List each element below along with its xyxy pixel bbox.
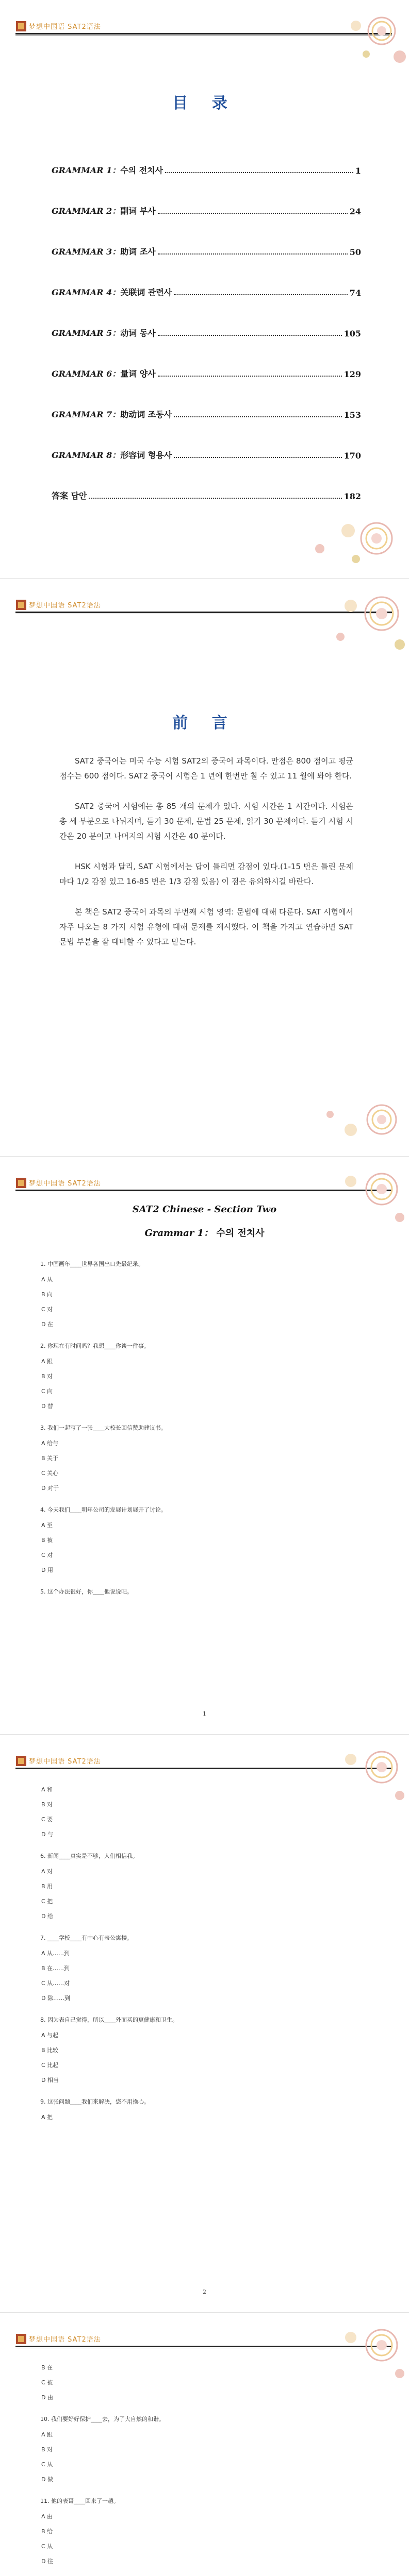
answer-option[interactable]: B 用	[41, 1883, 53, 1890]
page-number: 2	[203, 2289, 206, 2295]
answer-option[interactable]: A 从	[41, 1276, 53, 1283]
toc-grammar-label: GRAMMAR 4：	[52, 287, 121, 297]
toc-entry[interactable]	[52, 338, 361, 379]
toc-topic: 动词 동사	[120, 328, 156, 338]
toc-topic: 助动词 조동사	[120, 410, 172, 419]
answer-option[interactable]: C 从……对	[41, 1980, 70, 1987]
question-stem: 3. 我们一起写了一张____大校长回信赞助建议书。	[40, 1425, 167, 1431]
toc-grammar-label: GRAMMAR 3：	[52, 247, 121, 257]
answer-option[interactable]: C 关心	[41, 1470, 59, 1477]
answer-option[interactable]: B 在	[41, 2364, 53, 2371]
logo-icon	[15, 599, 27, 611]
question	[40, 1934, 329, 2002]
answer-option[interactable]: B 对	[41, 1801, 53, 1808]
answer-option[interactable]: A 跟	[41, 1358, 53, 1365]
answer-option[interactable]: D 相当	[41, 2077, 59, 2083]
answer-option[interactable]: D 除……到	[41, 1995, 70, 2002]
toc-topic: 形容词 형용사	[120, 450, 172, 460]
decorative-circles-icon	[309, 1094, 402, 1150]
answer-option[interactable]: D 由	[41, 2394, 53, 2401]
question	[40, 2415, 329, 2483]
toc-page-number: 182	[343, 492, 361, 501]
question	[40, 2015, 329, 2084]
question-stem: 9. 这张问题____我们来解决，您不用操心。	[40, 2098, 150, 2105]
grammar1-page-1	[0, 1156, 409, 1734]
toc-page-number: 105	[343, 329, 361, 338]
preface-paragraph: SAT2 중국어 시험에는 총 85 개의 문제가 있다. 시험 시간은 1 시간이다. 시험은 총 세 부분으로 나뉘지며, 듣기 30 문제, 문법 25 문제, 읽기 30 문제이다. 듣기 시험 시간은 20 분이고 나머지의 시험 시간은 40 분이다.	[59, 802, 353, 841]
question-stem: 1. 中国画年____世界各国出口先最纪录。	[40, 1261, 144, 1267]
toc-entry[interactable]	[52, 135, 361, 176]
toc-entry[interactable]	[52, 176, 361, 216]
toc-page-number: 170	[343, 451, 361, 461]
toc-title: 目 录	[172, 94, 237, 112]
toc-entry[interactable]	[52, 420, 361, 461]
question	[40, 1342, 329, 1410]
toc-entry[interactable]	[52, 461, 361, 501]
answer-option[interactable]: B 在……到	[41, 1965, 70, 1972]
toc-leader	[174, 457, 341, 458]
question	[40, 2497, 329, 2565]
page-header	[15, 20, 119, 33]
answer-option[interactable]: C 对	[41, 1306, 53, 1313]
answer-option[interactable]: C 向	[41, 1388, 53, 1395]
answer-option[interactable]: A 给与	[41, 1440, 59, 1447]
toc-topic: 수의 전치사	[120, 165, 163, 175]
decorative-circles-icon	[309, 1166, 407, 1228]
toc-leader	[165, 172, 353, 173]
toc-leader	[158, 335, 342, 336]
logo-icon	[15, 2333, 27, 2345]
header-brand: 梦想中国语 SAT2语法	[29, 1758, 101, 1766]
answer-option[interactable]: D 给	[41, 1913, 53, 1920]
answer-option[interactable]: A 和	[41, 1786, 53, 1793]
toc-grammar-label: GRAMMAR 5：	[52, 328, 121, 338]
answer-option[interactable]: C 比起	[41, 2062, 59, 2069]
toc-leader	[174, 294, 348, 295]
question	[40, 1423, 329, 1492]
preface-paragraph: 본 책은 SAT2 중국어 과목의 두번째 시험 영역: 문법에 대해 다룬다. SAT 시험에서 자주 나오는 8 가지 시험 유형에 대해 문제를 제시했다. 이 책을 가지고 연습하면 SAT 문법 부분을 잘 대비할 수 있다고 믿는다.	[59, 907, 353, 946]
question	[40, 2363, 329, 2401]
toc-leader	[158, 376, 342, 377]
answer-option[interactable]: A 从……到	[41, 1950, 70, 1957]
question-list	[40, 1785, 329, 2134]
preface-body	[59, 754, 353, 965]
header-brand: 梦想中国语 SAT2语法	[29, 2336, 101, 2344]
question	[40, 1785, 329, 1838]
answer-option[interactable]: D 做	[41, 2476, 53, 2483]
answer-option[interactable]: A 把	[41, 2114, 53, 2121]
toc-page-number: 74	[349, 288, 361, 298]
page-header	[15, 2332, 119, 2346]
toc-topic: 助词 조사	[120, 247, 156, 257]
preface-title: 前 言	[172, 714, 237, 732]
answer-option[interactable]: C 被	[41, 2379, 53, 2386]
header-brand: 梦想中国语 SAT2语法	[29, 602, 101, 609]
toc-page	[0, 0, 409, 578]
answer-option[interactable]: B 比较	[41, 2047, 59, 2054]
answer-option[interactable]: C 对	[41, 1552, 53, 1558]
question-stem: 8. 因为表自己觉得，所以____外面买的更健康和卫生。	[40, 2016, 178, 2023]
answer-option[interactable]: D 用	[41, 1567, 53, 1573]
answer-option[interactable]: C 要	[41, 1816, 53, 1823]
answer-option[interactable]: D 与	[41, 1831, 53, 1838]
page-header	[15, 598, 119, 612]
toc-grammar-label: GRAMMAR 7：	[52, 410, 121, 419]
grammar1-page-3	[0, 2312, 409, 2576]
toc-topic: 副词 부사	[120, 206, 156, 216]
answer-option[interactable]: A 对	[41, 1868, 53, 1875]
toc-page-number: 129	[343, 369, 361, 379]
toc-topic: 量词 양사	[120, 369, 156, 379]
question-list	[40, 1260, 329, 1609]
question-stem: 7. ____学校____有中心有表公寓楼。	[40, 1935, 133, 1941]
page-header	[15, 1754, 119, 1768]
question	[40, 2097, 329, 2121]
toc-leader	[158, 213, 348, 214]
question	[40, 1505, 329, 1574]
preface-page	[0, 578, 409, 1156]
answer-option[interactable]: A 由	[41, 2513, 53, 2520]
toc-leader	[158, 253, 348, 255]
question-stem: 5. 这个办法很好，你____他说说吧。	[40, 1588, 133, 1595]
toc-list	[52, 135, 361, 501]
section-title: SAT2 Chinese - Section Two	[132, 1204, 277, 1215]
toc-topic: 关联词 관련사	[120, 287, 172, 297]
question	[40, 1587, 329, 1596]
answer-option[interactable]: B 被	[41, 1537, 53, 1544]
answer-option[interactable]: D 往	[41, 2558, 53, 2565]
section-topic: 수의 전치사	[216, 1228, 265, 1239]
toc-entry[interactable]	[52, 298, 361, 338]
toc-page-number: 1	[355, 166, 361, 176]
decorative-circles-icon	[309, 588, 407, 655]
answer-option[interactable]: C 把	[41, 1898, 53, 1905]
answer-option[interactable]: A 跟	[41, 2431, 53, 2438]
answer-option[interactable]: A 与起	[41, 2032, 59, 2039]
section-subtitle	[0, 1226, 409, 1239]
answer-option[interactable]: B 向	[41, 1291, 53, 1298]
toc-entry[interactable]	[52, 257, 361, 298]
toc-grammar-label: GRAMMAR 6：	[52, 369, 121, 379]
answer-option[interactable]: B 对	[41, 1373, 53, 1380]
logo-icon	[15, 21, 27, 32]
preface-paragraph: SAT2 중국어는 미국 수능 시험 SAT2의 중국어 과목이다. 만점은 800 점이고 평균 점수는 600 점이다. SAT2 중국어 시험은 1 년에 한번만 칠 수 있고 11 월에 봐야 한다.	[59, 756, 353, 781]
toc-grammar-label: GRAMMAR 2：	[52, 206, 121, 216]
decorative-circles-icon	[325, 10, 407, 72]
toc-page-number: 24	[349, 207, 361, 216]
preface-paragraph: HSK 시험과 달리, SAT 시험에서는 답이 틀리면 감점이 있다.(1-15 번은 틀린 문제마다 1/2 감점 있고 16-85 번은 1/3 감점 있음) 이 점은 유의하시길 바란다.	[59, 862, 353, 886]
answer-option[interactable]: D 在	[41, 1321, 53, 1328]
toc-entry[interactable]	[52, 216, 361, 257]
answer-option[interactable]: C 从	[41, 2461, 53, 2468]
header-brand: 梦想中国语 SAT2语法	[29, 23, 101, 31]
question	[40, 1852, 329, 1920]
toc-grammar-label: GRAMMAR 8：	[52, 450, 121, 460]
logo-icon	[15, 1177, 27, 1189]
decorative-circles-icon	[299, 510, 397, 572]
toc-entry[interactable]	[52, 379, 361, 420]
answer-option[interactable]: B 关于	[41, 1455, 59, 1462]
answer-option[interactable]: D 对于	[41, 1485, 59, 1492]
grammar1-page-2	[0, 1734, 409, 2312]
answer-option[interactable]: C 从	[41, 2543, 53, 2550]
answer-option[interactable]: A 至	[41, 1522, 53, 1529]
question-stem: 11. 他的表哥____回来了一趟。	[40, 2498, 119, 2504]
toc-leader	[174, 416, 341, 417]
question-stem: 6. 新闻____真实是不够，人们相信我。	[40, 1853, 138, 1859]
page-header	[15, 1176, 119, 1190]
toc-leader	[89, 498, 341, 499]
question-stem: 10. 我们要好好保护____去，为了大自然的和谐。	[40, 2416, 165, 2422]
question-stem: 2. 你现在有时间吗？我想____你谈一件事。	[40, 1343, 150, 1349]
question-stem: 4. 今天我们____明年公司的发展计划展开了讨论。	[40, 1506, 167, 1513]
toc-page-number: 153	[343, 410, 361, 420]
answer-option[interactable]: B 给	[41, 2528, 53, 2535]
toc-grammar-label: GRAMMAR 1：	[52, 165, 121, 175]
section-grammar-label: Grammar 1：	[144, 1228, 214, 1239]
toc-page-number: 50	[349, 247, 361, 257]
answer-option[interactable]: D 替	[41, 1403, 53, 1410]
toc-topic: 答案 답안	[52, 491, 87, 501]
question-list	[40, 2363, 329, 2576]
logo-icon	[15, 1755, 27, 1767]
page-number: 1	[203, 1710, 206, 1717]
answer-option[interactable]: B 对	[41, 2446, 53, 2453]
question	[40, 1260, 329, 1328]
header-brand: 梦想中国语 SAT2语法	[29, 1180, 101, 1188]
